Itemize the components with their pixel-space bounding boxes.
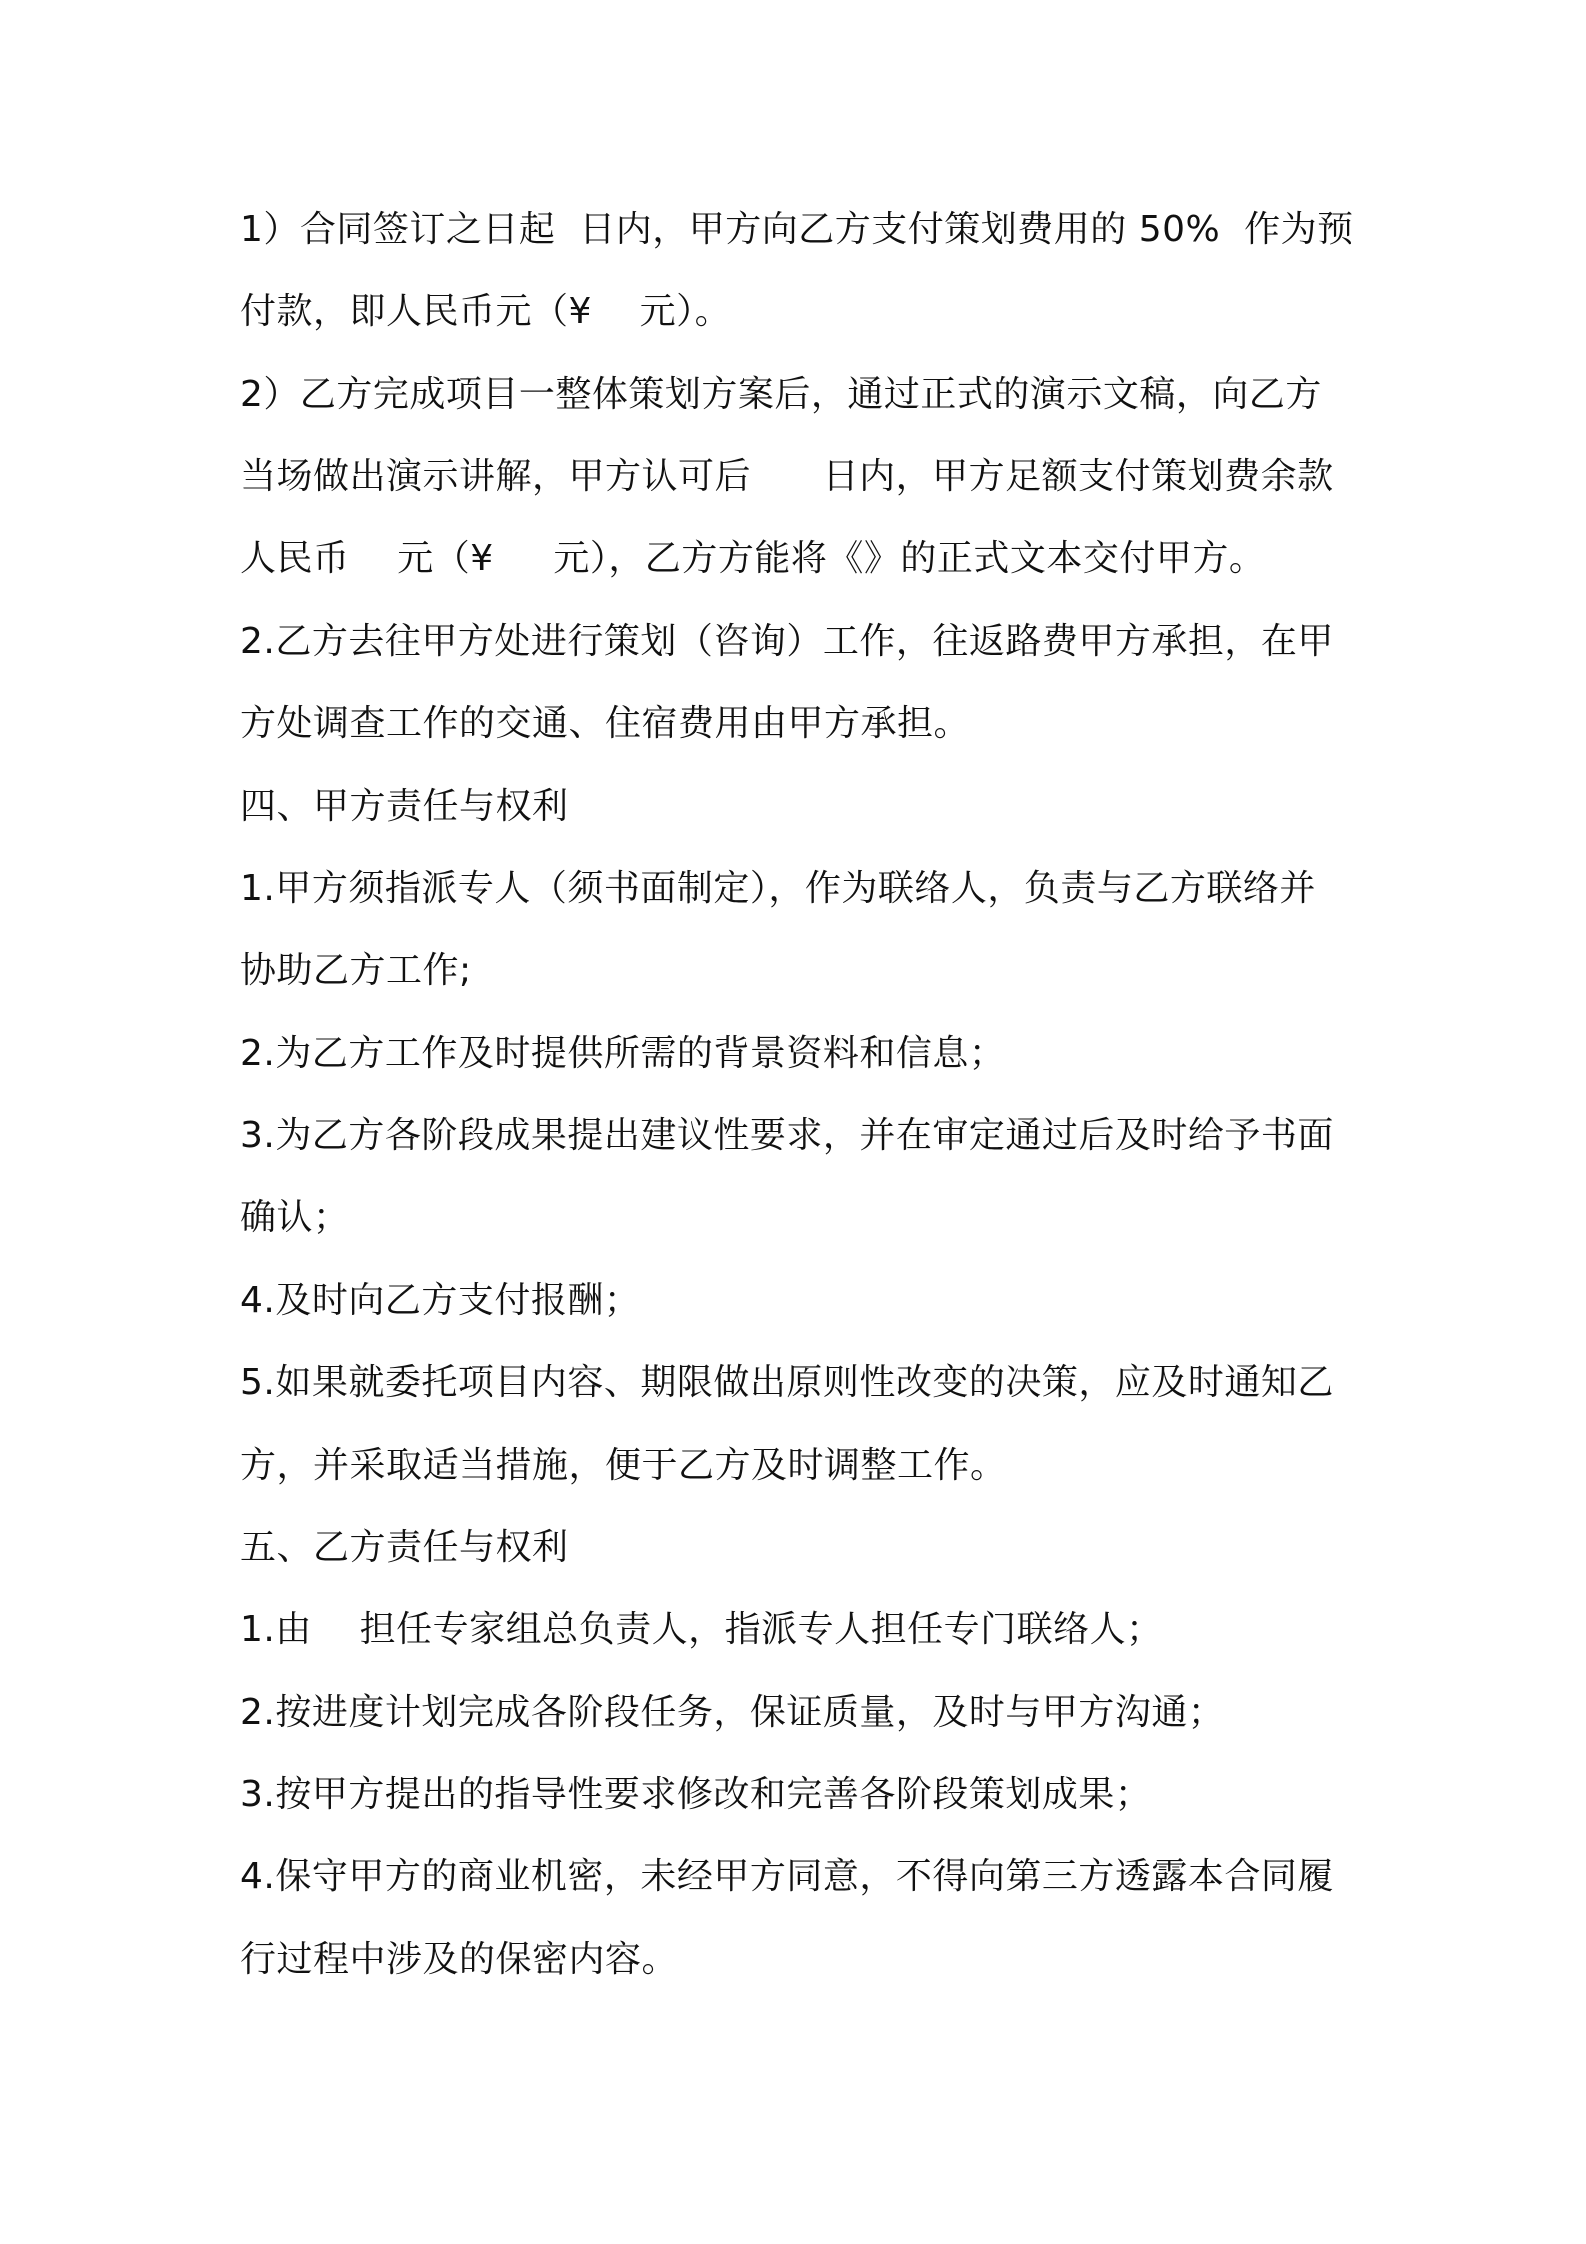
- text-line: 2）乙方完成项目一整体策划方案后，通过正式的演示文稿，向乙方: [240, 374, 1322, 415]
- text-line: 4.保守甲方的商业机密，未经甲方同意，不得向第三方透露本合同履: [240, 1856, 1334, 1897]
- text-line: 确认；: [240, 1197, 350, 1238]
- section-heading: 五、乙方责任与权利: [240, 1527, 569, 1568]
- text-line: 人民币 元（¥ 元），乙方方能将《》的正式文本交付甲方。: [240, 538, 1266, 579]
- text-line: 方处调查工作的交通、住宿费用由甲方承担。: [240, 703, 971, 744]
- text-line: 协助乙方工作;: [240, 950, 472, 991]
- text-line: 4.及时向乙方支付报酬；: [240, 1280, 641, 1321]
- text-line: 2.按进度计划完成各阶段任务，保证质量，及时与甲方沟通；: [240, 1692, 1225, 1733]
- text-line: 3.按甲方提出的指导性要求修改和完善各阶段策划成果；: [240, 1774, 1152, 1815]
- text-line: 方，并采取适当措施，便于乙方及时调整工作。: [240, 1445, 1007, 1486]
- text-line: 2.为乙方工作及时提供所需的背景资料和信息；: [240, 1033, 1006, 1074]
- text-line: 2.乙方去往甲方处进行策划（咨询）工作，往返路费甲方承担，在甲: [240, 621, 1334, 662]
- text-line: 3.为乙方各阶段成果提出建议性要求，并在审定通过后及时给予书面: [240, 1115, 1334, 1156]
- text-line: 1.甲方须指派专人（须书面制定），作为联络人，负责与乙方联络并: [240, 868, 1316, 909]
- text-line: 1）合同签订之日起 日内，甲方向乙方支付策划费用的 50% 作为预: [240, 209, 1354, 250]
- text-line: 当场做出演示讲解，甲方认可后 日内，甲方足额支付策划费余款: [240, 456, 1334, 497]
- section-heading: 四、甲方责任与权利: [240, 786, 569, 827]
- text-line: 1.由 担任专家组总负责人，指派专人担任专门联络人；: [240, 1609, 1163, 1650]
- text-line: 付款，即人民币元（¥ 元）。: [240, 291, 732, 332]
- text-line: 行过程中涉及的保密内容。: [240, 1939, 679, 1980]
- text-line: 5.如果就委托项目内容、期限做出原则性改变的决策，应及时通知乙: [240, 1362, 1334, 1403]
